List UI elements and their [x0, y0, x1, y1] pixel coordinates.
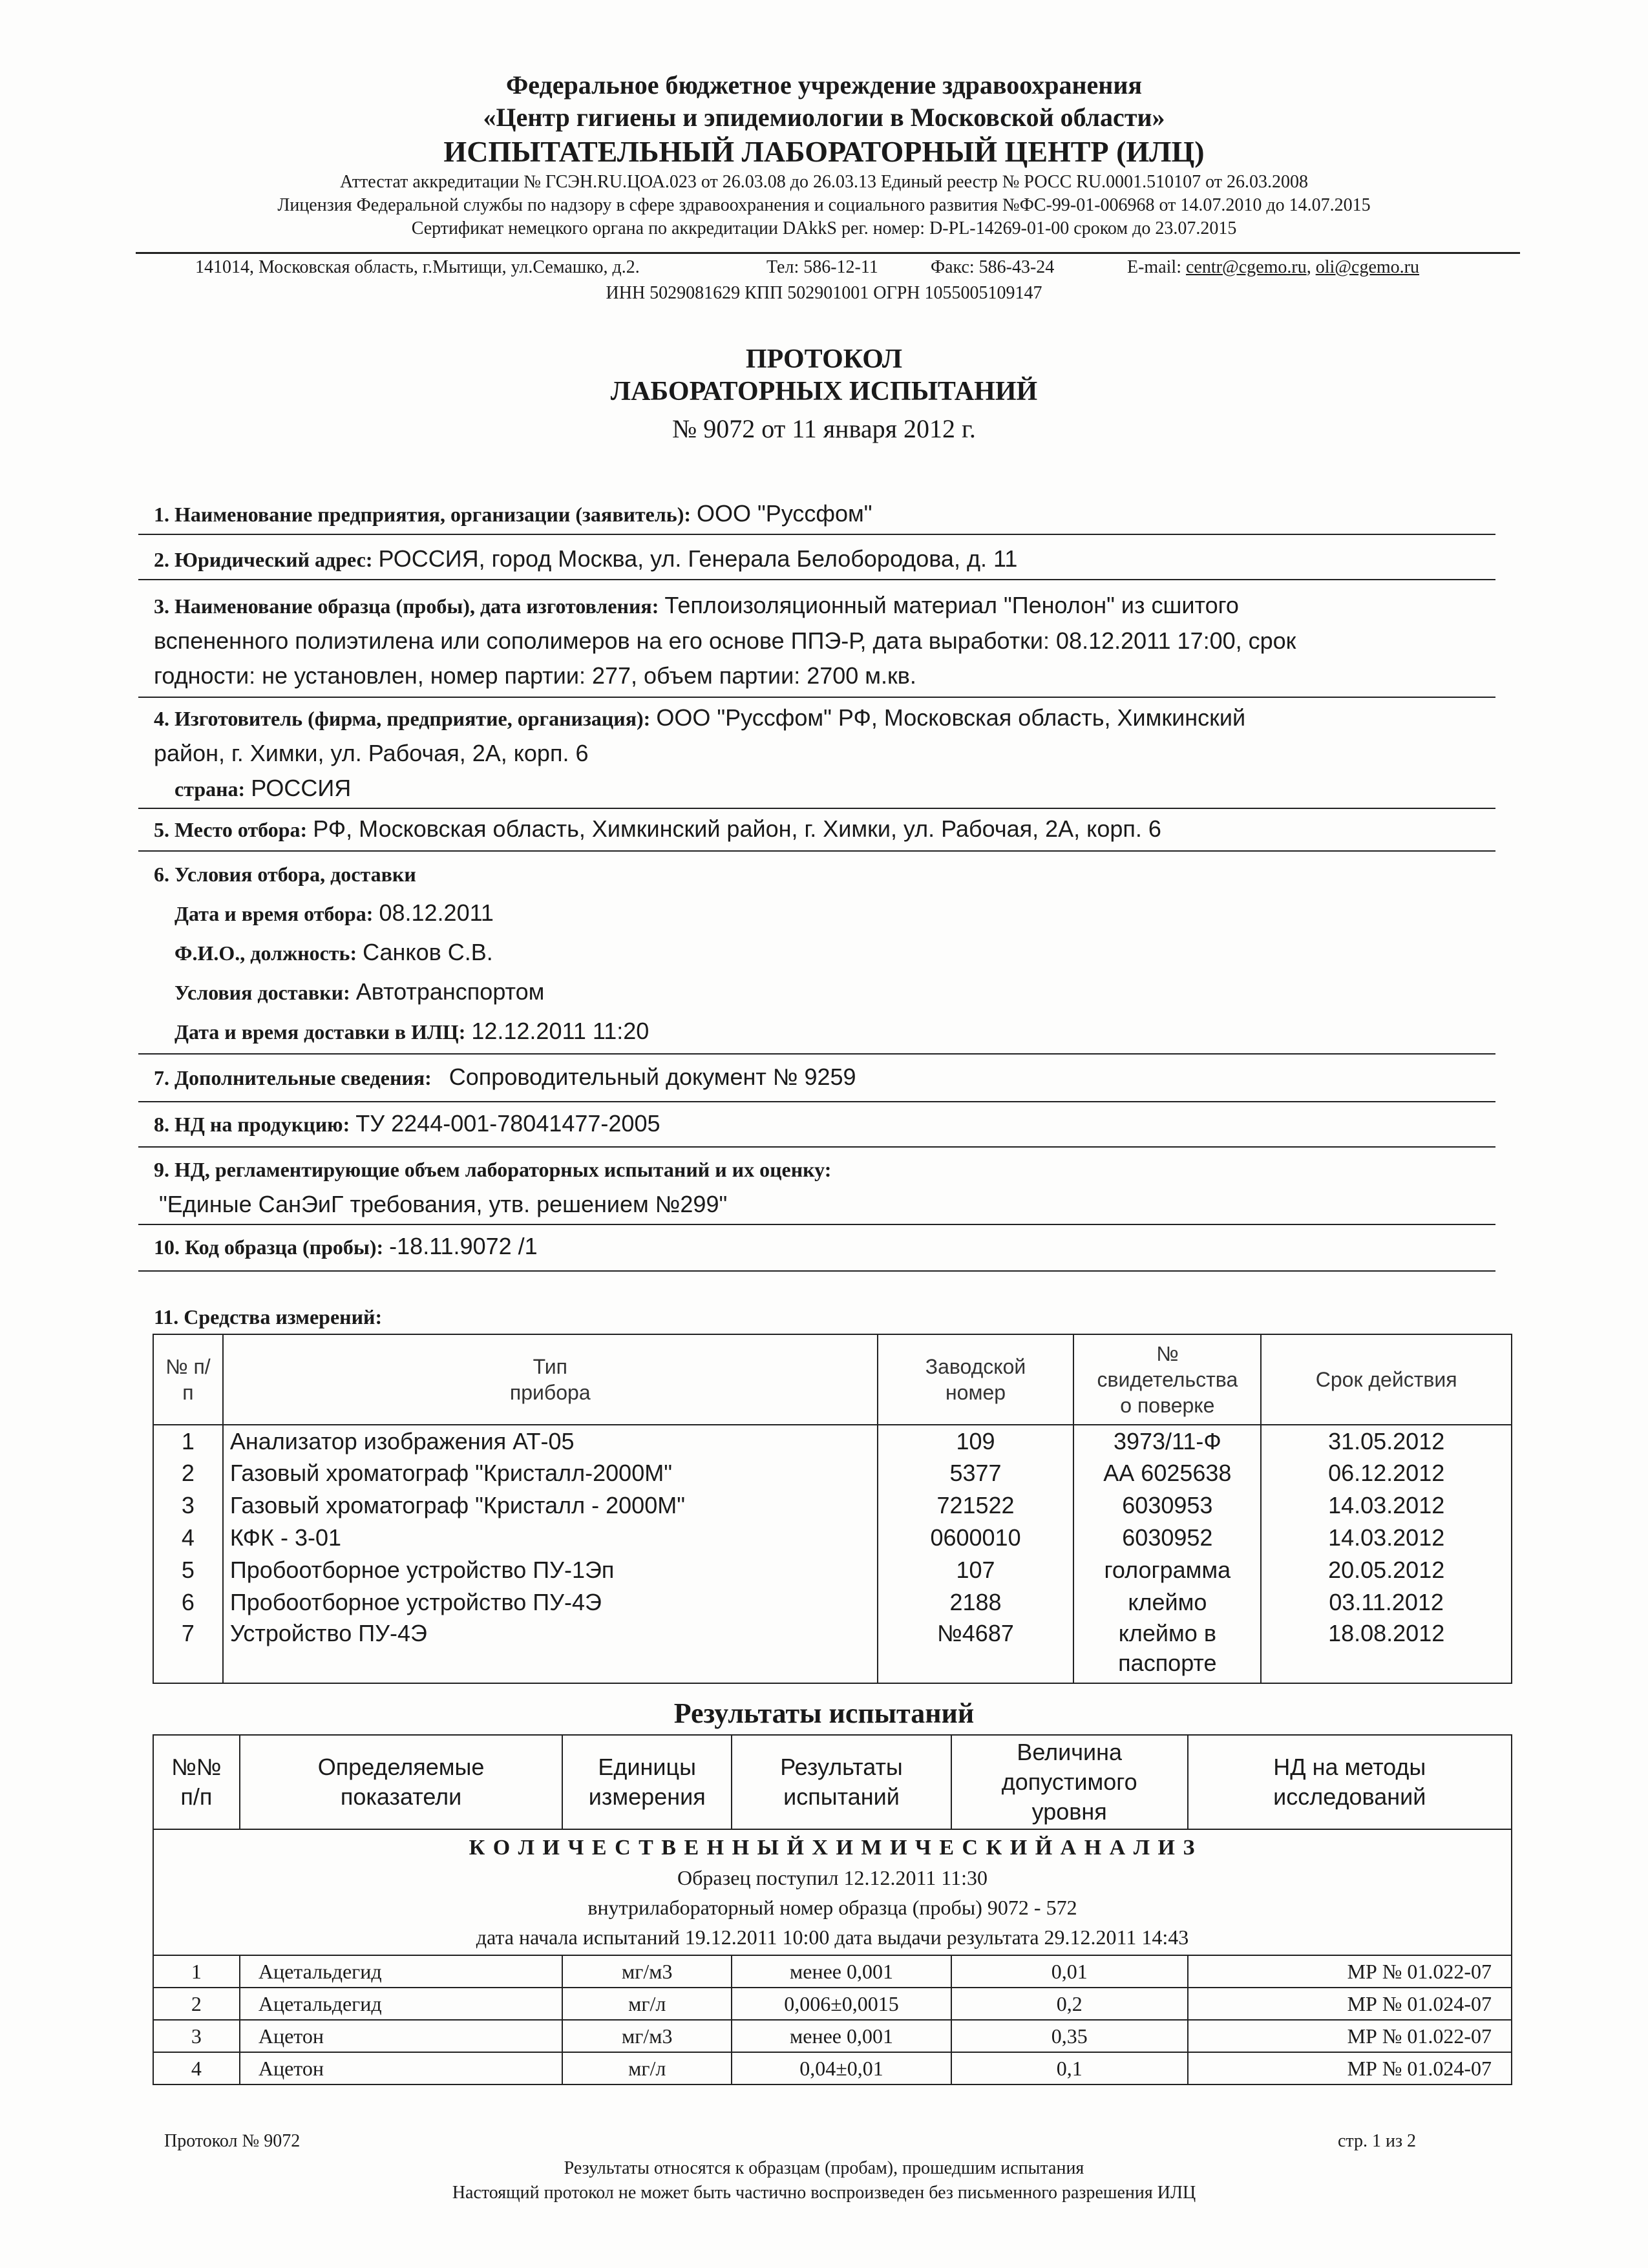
- table-row: [153, 1425, 1512, 1457]
- table-row: [153, 2052, 1512, 2084]
- divider: [138, 1146, 1495, 1148]
- cell-limit: 0,01: [951, 1955, 1188, 1988]
- section-4-value-2: район, г. Химки, ул. Рабочая, 2А, корп. 6: [154, 740, 589, 766]
- cell-indicator: Ацетон: [240, 2052, 562, 2084]
- divider: [138, 850, 1495, 852]
- cell-num: 4: [153, 1522, 223, 1554]
- instruments-header-row: [153, 1334, 1512, 1425]
- footer-note-1: Результаты относятся к образцам (пробам), прошедшим испытания: [564, 2158, 1084, 2178]
- section-4-country-label: страна:: [174, 777, 246, 801]
- cell-type: Газовый хроматограф "Кристалл-2000М": [223, 1457, 878, 1489]
- section-11: [154, 1299, 1493, 1334]
- certificate-line: Сертификат немецкого органа по аккредитации DAkkS рег. номер: D-PL-14269-01-00 сроком до 23.07.2015: [411, 218, 1237, 238]
- cell-type: Пробоотборное устройство ПУ-1Эп: [223, 1554, 878, 1586]
- section-10: [154, 1229, 1493, 1265]
- divider: [138, 1053, 1495, 1055]
- cell-num: 6: [153, 1586, 223, 1619]
- table-row: [153, 1988, 1512, 2020]
- cell-cert: голограмма: [1073, 1554, 1261, 1586]
- fio-label: Ф.И.О., должность:: [174, 941, 357, 965]
- email-label: E-mail:: [1127, 257, 1181, 277]
- cell-method: МР № 01.024-07: [1188, 1988, 1512, 2020]
- cell-cert: [1073, 1619, 1261, 1683]
- cell-validity: 31.05.2012: [1261, 1425, 1512, 1457]
- table-row: [153, 1955, 1512, 1988]
- tax-ids: ИНН 5029081629 КПП 502901001 ОГРН 1055005109147: [606, 283, 1042, 303]
- col-num: [153, 1735, 240, 1829]
- footer-note-2: Настоящий протокол не может быть частично воспроизведен без письменного разрешения ИЛЦ: [452, 2183, 1196, 2203]
- col-limit-l1: Величина: [1017, 1739, 1123, 1765]
- cell-serial: 107: [878, 1554, 1074, 1586]
- col-cert-l1: №: [1156, 1342, 1179, 1365]
- delivery-conditions-label: Условия доставки:: [174, 981, 350, 1004]
- divider: [138, 534, 1495, 535]
- col-result: [732, 1735, 951, 1829]
- cell-unit: мг/л: [562, 2052, 732, 2084]
- cell-validity: 14.03.2012: [1261, 1489, 1512, 1522]
- section-7-value: Сопроводительный документ № 9259: [449, 1064, 856, 1090]
- section-7-label: 7. Дополнительные сведения:: [154, 1066, 432, 1089]
- table-row: [153, 1489, 1512, 1522]
- cell-unit: мг/м3: [562, 2020, 732, 2052]
- cell-num: 2: [153, 1457, 223, 1489]
- results-title: Результаты испытаний: [673, 1697, 975, 1729]
- cell-validity: 18.08.2012: [1261, 1619, 1512, 1683]
- cell-method: МР № 01.022-07: [1188, 2020, 1512, 2052]
- cell-result: 0,006±0,0015: [732, 1988, 951, 2020]
- protocol-number: № 9072 от 11 января 2012 г.: [672, 414, 976, 443]
- table-row: [153, 1522, 1512, 1554]
- fio-value: Санков С.В.: [363, 939, 493, 965]
- section-8-value: ТУ 2244-001-78041477-2005: [355, 1110, 660, 1137]
- col-cert-l3: о поверке: [1120, 1394, 1215, 1417]
- cell-serial: 2188: [878, 1586, 1074, 1619]
- section-10-value: -18.11.9072 /1: [389, 1233, 538, 1259]
- section-4-country: РОССИЯ: [251, 775, 352, 801]
- cell-validity: 14.03.2012: [1261, 1522, 1512, 1554]
- protocol-subtitle: ЛАБОРАТОРНЫХ ИСПЫТАНИЙ: [610, 377, 1038, 406]
- email-link-2[interactable]: oli@cgemo.ru: [1315, 257, 1419, 277]
- section-6: [154, 854, 1493, 1051]
- cell-result: менее 0,001: [732, 1955, 951, 1988]
- cell-method: МР № 01.022-07: [1188, 1955, 1512, 1988]
- section-7: [154, 1060, 1493, 1095]
- divider: [138, 697, 1495, 698]
- col-serial-l2: номер: [945, 1381, 1006, 1404]
- cell-num: 5: [153, 1554, 223, 1586]
- table-row: [153, 1554, 1512, 1586]
- section-4-value-1: ООО "Руссфом" РФ, Московская область, Химкинский: [656, 704, 1246, 731]
- contact-address: 141014, Московская область, г.Мытищи, ул.Семашко, д.2.: [195, 257, 640, 277]
- col-result-l2: испытаний: [783, 1783, 900, 1810]
- section-3-label: 3. Наименование образца (пробы), дата изготовления:: [154, 594, 659, 618]
- cell-cert-l1: клеймо в: [1118, 1620, 1216, 1646]
- col-limit-l2: допустимого: [1001, 1769, 1137, 1795]
- cell-limit: 0,35: [951, 2020, 1188, 2052]
- page-number: стр. 1 из 2: [1338, 2131, 1417, 2151]
- col-indicator-l2: показатели: [340, 1783, 462, 1810]
- section-2-label: 2. Юридический адрес:: [154, 548, 373, 571]
- cell-indicator: Ацетальдегид: [240, 1955, 562, 1988]
- sampling-date-label: Дата и время отбора:: [174, 902, 374, 925]
- test-dates: дата начала испытаний 19.12.2011 10:00 дата выдачи результата 29.12.2011 14:43: [476, 1926, 1189, 1949]
- cell-serial: 721522: [878, 1489, 1074, 1522]
- delivery-date: 12.12.2011 11:20: [471, 1018, 650, 1044]
- col-type-l2: прибора: [509, 1381, 591, 1404]
- cell-serial: 109: [878, 1425, 1074, 1457]
- section-2: [154, 541, 1493, 577]
- delivery-date-label: Дата и время доставки в ИЛЦ:: [174, 1020, 466, 1044]
- cell-serial: 0600010: [878, 1522, 1074, 1554]
- section-3-value-3: годности: не установлен, номер партии: 277, объем партии: 2700 м.кв.: [154, 662, 916, 689]
- cell-unit: мг/м3: [562, 1955, 732, 1988]
- cell-serial: №4687: [878, 1619, 1074, 1683]
- lab-name: ИСПЫТАТЕЛЬНЫЙ ЛАБОРАТОРНЫЙ ЦЕНТР (ИЛЦ): [443, 135, 1205, 168]
- analysis-title: К О Л И Ч Е С Т В Е Н Н Ы Й Х И М И Ч Е С К И Й А Н А Л И З: [469, 1836, 1196, 1860]
- section-3: [154, 588, 1493, 693]
- cell-validity: 06.12.2012: [1261, 1457, 1512, 1489]
- cell-cert-l2: паспорте: [1118, 1650, 1217, 1676]
- cell-num: 1: [153, 1425, 223, 1457]
- cell-cert: 6030952: [1073, 1522, 1261, 1554]
- section-9-label: 9. НД, регламентирующие объем лабораторных испытаний и их оценку:: [154, 1158, 832, 1181]
- cell-cert: АА 6025638: [1073, 1457, 1261, 1489]
- cell-result: 0,04±0,01: [732, 2052, 951, 2084]
- section-1-label: 1. Наименование предприятия, организации (заявитель):: [154, 503, 692, 526]
- section-1: [154, 496, 1493, 532]
- cell-cert: 3973/11-Ф: [1073, 1425, 1261, 1457]
- cell-indicator: Ацетальдегид: [240, 1988, 562, 2020]
- cell-result: менее 0,001: [732, 2020, 951, 2052]
- section-3-value-1: Теплоизоляционный материал "Пенолон" из сшитого: [664, 592, 1239, 618]
- section-10-label: 10. Код образца (пробы):: [154, 1235, 384, 1259]
- cell-type: КФК - 3-01: [223, 1522, 878, 1554]
- divider: [138, 808, 1495, 809]
- cell-serial: 5377: [878, 1457, 1074, 1489]
- col-type-l1: Тип: [533, 1355, 567, 1378]
- cell-type: Анализатор изображения АТ-05: [223, 1425, 878, 1457]
- results-table: [153, 1734, 1512, 2085]
- cell-limit: 0,1: [951, 2052, 1188, 2084]
- table-row: [153, 1457, 1512, 1489]
- center-name: «Центр гигиены и эпидемиологии в Московской области»: [483, 103, 1165, 132]
- table-row: [153, 2020, 1512, 2052]
- divider: [138, 579, 1495, 580]
- col-method-l1: НД на методы: [1273, 1754, 1426, 1780]
- header-divider: [136, 252, 1520, 254]
- col-cert-l2: свидетельства: [1097, 1368, 1238, 1391]
- section-4: [154, 700, 1493, 806]
- section-1-value: ООО "Руссфом": [697, 500, 872, 527]
- col-serial-l1: Заводской: [925, 1355, 1026, 1378]
- sampling-date: 08.12.2011: [379, 899, 494, 926]
- col-unit: [562, 1735, 732, 1829]
- cell-limit: 0,2: [951, 1988, 1188, 2020]
- contact-phone: Тел: 586-12-11: [766, 257, 878, 277]
- cell-unit: мг/л: [562, 1988, 732, 2020]
- results-section: [153, 1829, 1512, 1955]
- footer-protocol: Протокол № 9072: [164, 2131, 301, 2151]
- col-result-l1: Результаты: [780, 1754, 903, 1780]
- col-validity: Срок действия: [1261, 1334, 1512, 1425]
- cell-num: 3: [153, 1489, 223, 1522]
- cell-num: 2: [153, 1988, 240, 2020]
- section-5-label: 5. Место отбора:: [154, 818, 308, 841]
- col-unit-l2: измерения: [588, 1783, 706, 1810]
- delivery-conditions: Автотранспортом: [355, 978, 545, 1005]
- sample-received: Образец поступил 12.12.2011 11:30: [677, 1866, 988, 1889]
- cell-type: Газовый хроматограф "Кристалл - 2000М": [223, 1489, 878, 1522]
- cell-type: Пробоотборное устройство ПУ-4Э: [223, 1586, 878, 1619]
- section-5-value: РФ, Московская область, Химкинский район, г. Химки, ул. Рабочая, 2А, корп. 6: [313, 815, 1161, 842]
- col-serial: [878, 1334, 1074, 1425]
- cell-method: МР № 01.024-07: [1188, 2052, 1512, 2084]
- results-section-row: [153, 1829, 1512, 1955]
- protocol-title: ПРОТОКОЛ: [745, 344, 903, 374]
- section-8: [154, 1106, 1493, 1142]
- col-type: [223, 1334, 878, 1425]
- section-8-label: 8. НД на продукцию:: [154, 1113, 350, 1136]
- section-4-label: 4. Изготовитель (фирма, предприятие, организация):: [154, 707, 651, 730]
- instruments-table: [153, 1334, 1512, 1684]
- col-cert: [1073, 1334, 1261, 1425]
- section-2-value: РОССИЯ, город Москва, ул. Генерала Белобородова, д. 11: [378, 545, 1018, 572]
- cell-num: 7: [153, 1619, 223, 1683]
- divider: [138, 1270, 1495, 1272]
- accreditation-line: Аттестат аккредитации № ГСЭН.RU.ЦОА.023 от 26.03.08 до 26.03.13 Единый реестр № РОСС RU.0001.510107 от 26.03.2008: [339, 172, 1309, 192]
- table-row: [153, 1619, 1512, 1683]
- license-line: Лицензия Федеральной службы по надзору в сфере здравоохранения и социального развития №ФС-99-01-006968 от 14.07.2010 до 14.07.2015: [277, 195, 1371, 215]
- col-limit: [951, 1735, 1188, 1829]
- table-row: [153, 1586, 1512, 1619]
- section-5: [154, 812, 1493, 847]
- section-9: [154, 1151, 1493, 1222]
- cell-num: 3: [153, 2020, 240, 2052]
- section-3-value-2: вспененного полиэтилена или сополимеров на его основе ППЭ-Р, дата выработки: 08.12.2011 17:00, срок: [154, 627, 1296, 654]
- results-header-row: [153, 1735, 1512, 1829]
- cell-num: 4: [153, 2052, 240, 2084]
- internal-number: внутрилабораторный номер образца (пробы) 9072 - 572: [587, 1896, 1077, 1919]
- cell-validity: 20.05.2012: [1261, 1554, 1512, 1586]
- col-num-l1: №№: [171, 1754, 222, 1780]
- col-method: [1188, 1735, 1512, 1829]
- section-9-value: "Единые СанЭиГ требования, утв. решением №299": [159, 1191, 728, 1217]
- contact-fax: Факс: 586-43-24: [931, 257, 1055, 277]
- cell-num: 1: [153, 1955, 240, 1988]
- cell-cert: клеймо: [1073, 1586, 1261, 1619]
- col-unit-l1: Единицы: [598, 1754, 697, 1780]
- cell-type: Устройство ПУ-4Э: [223, 1619, 878, 1683]
- section-11-label: 11. Средства измерений:: [154, 1305, 383, 1328]
- col-method-l2: исследований: [1273, 1783, 1426, 1810]
- cell-validity: 03.11.2012: [1261, 1586, 1512, 1619]
- email-link-1[interactable]: centr@cgemo.ru: [1185, 257, 1307, 277]
- col-limit-l3: уровня: [1031, 1798, 1107, 1825]
- divider: [138, 1224, 1495, 1225]
- contact-email: E-mail: centr@cgemo.ru, oli@cgemo.ru: [1127, 257, 1419, 277]
- org-name: Федеральное бюджетное учреждение здравоохранения: [505, 70, 1143, 100]
- col-indicator: [240, 1735, 562, 1829]
- col-indicator-l1: Определяемые: [317, 1754, 485, 1780]
- col-num-l2: п/п: [180, 1783, 213, 1810]
- cell-indicator: Ацетон: [240, 2020, 562, 2052]
- divider: [138, 1101, 1495, 1102]
- col-num: № п/п: [153, 1334, 223, 1425]
- section-6-label: 6. Условия отбора, доставки: [154, 863, 416, 886]
- cell-cert: 6030953: [1073, 1489, 1261, 1522]
